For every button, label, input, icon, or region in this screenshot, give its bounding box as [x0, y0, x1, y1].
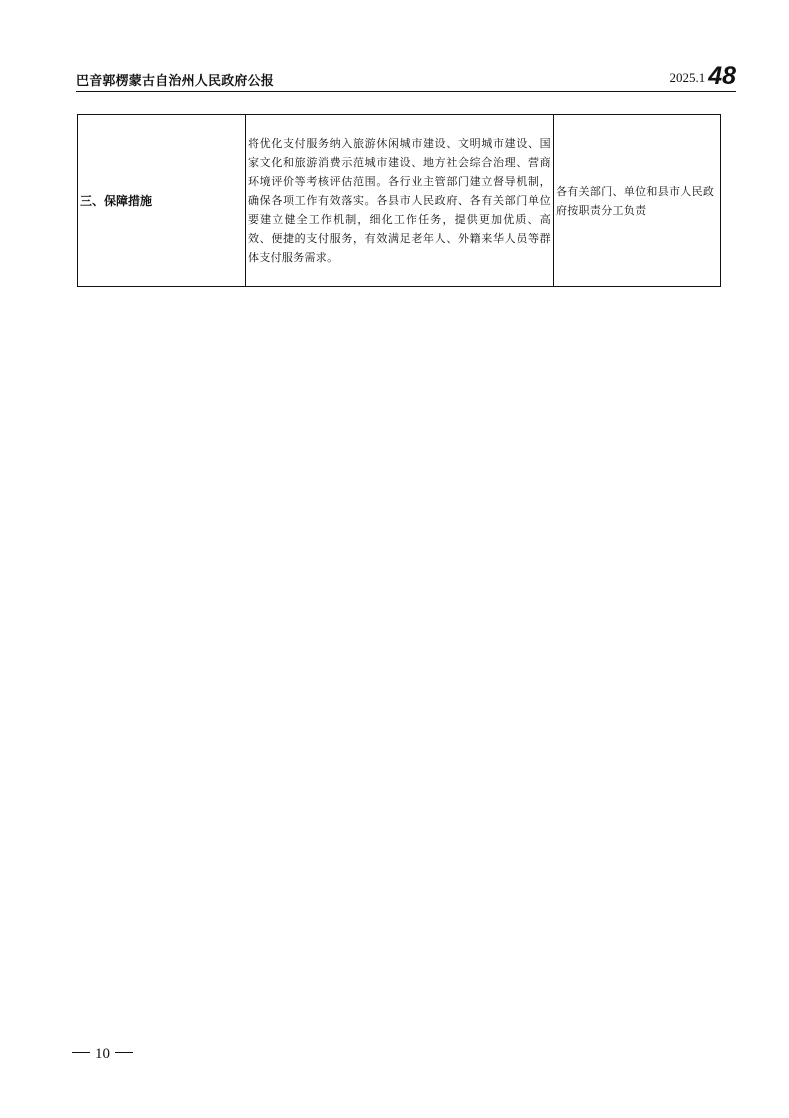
measures-cell: 将优化支付服务纳入旅游休闲城市建设、文明城市建设、国家文化和旅游消费示范城市建设、地方社会综合治理、营商环境评价等考核评估范围。各行业主管部门建立督导机制，确保各项工作有效落实。各县市人民政府、各有关部门单位要建立健全工作机制，细化工作任务，提供更加优质、高效、便捷的支付服务，有效满足老年人、外籍来华人员等群体支付服务需求。 [246, 115, 554, 287]
footer-dash-left [72, 1052, 90, 1053]
measures-table [77, 114, 721, 287]
page-header [76, 62, 736, 92]
responsible-cell: 各有关部门、单位和县市人民政府按职责分工负责 [554, 115, 721, 287]
table-row [78, 115, 721, 287]
section-cell: 三、保障措施 [78, 115, 246, 287]
publication-title: 巴音郭楞蒙古自治州人民政府公报 [76, 74, 275, 89]
header-divider [76, 91, 736, 92]
page-number: 10 [95, 1046, 110, 1062]
issue-number: 48 [708, 62, 736, 90]
issue-date: 2025.1 [669, 70, 706, 85]
page-footer [72, 1046, 133, 1063]
footer-dash-right [115, 1052, 133, 1053]
issue-info [669, 62, 736, 91]
